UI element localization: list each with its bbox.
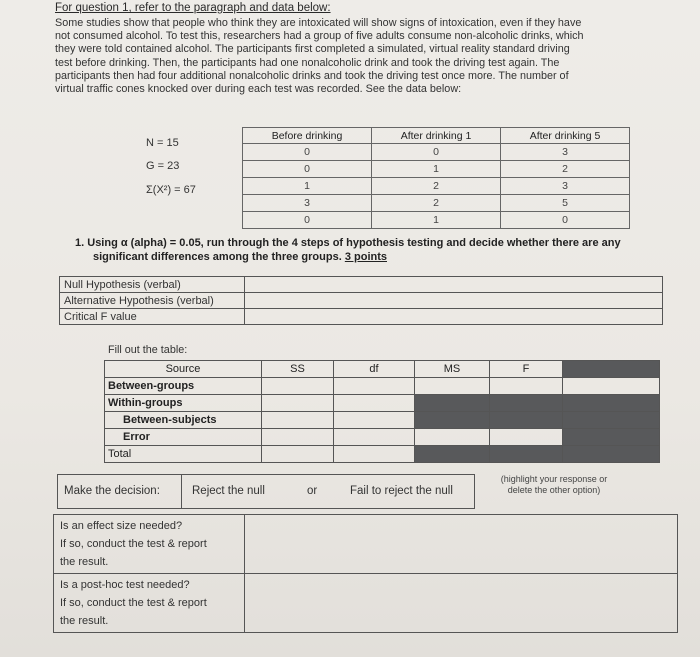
question-text-line2: significant differences among the three groups.: [93, 251, 342, 263]
answer-cell[interactable]: [334, 395, 415, 412]
study-paragraph: [55, 17, 665, 96]
shaded-cell: [490, 395, 563, 412]
note-line1: (highlight your response or: [500, 474, 608, 484]
data-cell: 2: [501, 161, 630, 178]
header-ms: MS: [415, 361, 490, 378]
data-cell: 5: [501, 195, 630, 212]
header-df: df: [334, 361, 415, 378]
shaded-cell: [415, 412, 490, 429]
data-cell: 0: [243, 161, 372, 178]
effect-q1-line2: If so, conduct the test & report: [60, 538, 207, 550]
col-before-drinking: Before drinking: [243, 128, 372, 144]
row-between-groups: Between-groups: [105, 378, 262, 395]
header-f: F: [490, 361, 563, 378]
effect-q2-line1: Is a post-hoc test needed?: [60, 579, 190, 591]
data-cell: 3: [243, 195, 372, 212]
null-hypothesis-label: Null Hypothesis (verbal): [60, 277, 245, 293]
decision-label: Make the decision:: [64, 485, 160, 497]
shaded-cell: [490, 412, 563, 429]
answer-cell[interactable]: [490, 429, 563, 446]
answer-cell[interactable]: [262, 378, 334, 395]
post-hoc-answer[interactable]: [245, 574, 678, 633]
decision-note: [484, 474, 624, 496]
paragraph-line: virtual traffic cones knocked over during each test was recorded. See the data below:: [55, 83, 462, 96]
hypothesis-table: [59, 276, 663, 325]
data-cell: 2: [372, 195, 501, 212]
answer-cell[interactable]: [490, 378, 563, 395]
col-after-drinking-5: After drinking 5: [501, 128, 630, 144]
shaded-cell: [415, 395, 490, 412]
data-cell: 1: [372, 212, 501, 229]
question-1: [75, 236, 675, 264]
answer-cell[interactable]: [334, 412, 415, 429]
effect-size-question: [54, 515, 245, 574]
row-within-groups: Within-groups: [105, 395, 262, 412]
question-text-line1: Using α (alpha) = 0.05, run through the 4 steps of hypothesis testing and decide whether there are any: [87, 237, 621, 249]
data-cell: 3: [501, 144, 630, 161]
effect-q1-line1: Is an effect size needed?: [60, 520, 183, 532]
paragraph-line: participants then had four additional nonalcoholic drinks and took the driving test once more. The number of: [55, 69, 569, 82]
effect-size-table: [53, 514, 678, 633]
fail-to-reject-option[interactable]: Fail to reject the null: [350, 485, 453, 497]
paragraph-line: Some studies show that people who think they are intoxicated will show signs of intoxication, even if they have: [55, 17, 582, 29]
alt-hypothesis-label: Alternative Hypothesis (verbal): [60, 293, 245, 309]
answer-cell[interactable]: [563, 378, 660, 395]
effect-q1-line3: the result.: [60, 556, 109, 568]
shaded-cell: [415, 446, 490, 463]
data-cell: 0: [372, 144, 501, 161]
section-heading: For question 1, refer to the paragraph and data below:: [55, 2, 331, 14]
paragraph-line: they were told contained alcohol. The participants first completed a simulated, virtual reality standard driving: [55, 43, 570, 56]
shaded-cell: [563, 429, 660, 446]
col-after-drinking-1: After drinking 1: [372, 128, 501, 144]
data-cell: 1: [372, 161, 501, 178]
paragraph-line: test before drinking. Then, the participants had one nonalcoholic drink and took the driving test again. The: [55, 56, 560, 69]
note-line2: delete the other option): [507, 485, 601, 495]
shaded-cell: [563, 446, 660, 463]
data-cell: 3: [501, 178, 630, 195]
shaded-cell: [563, 412, 660, 429]
row-between-subjects: Between-subjects: [105, 412, 262, 429]
decision-or: or: [307, 485, 318, 497]
answer-cell[interactable]: [262, 395, 334, 412]
answer-cell[interactable]: [334, 378, 415, 395]
row-total: Total: [105, 446, 262, 463]
shaded-cell: [490, 446, 563, 463]
header-source: Source: [105, 361, 262, 378]
data-cell: 1: [243, 178, 372, 195]
decision-divider: [181, 475, 182, 508]
paragraph-line: not consumed alcohol. To test this, researchers had a group of five adults consume non-alcoholic drinks, which: [55, 30, 584, 43]
null-hypothesis-answer[interactable]: [245, 277, 663, 293]
anova-title: Fill out the table:: [108, 344, 188, 356]
effect-q2-line3: the result.: [60, 615, 109, 627]
effect-q2-line2: If so, conduct the test & report: [60, 597, 207, 609]
effect-size-answer[interactable]: [245, 515, 678, 574]
data-table: [242, 127, 630, 229]
stat-sum-x-squared: Σ(X²) = 67: [146, 184, 196, 196]
reject-null-option[interactable]: Reject the null: [192, 485, 265, 497]
answer-cell[interactable]: [415, 429, 490, 446]
answer-cell[interactable]: [262, 412, 334, 429]
question-number: 1.: [75, 237, 85, 249]
answer-cell[interactable]: [415, 378, 490, 395]
stat-n: N = 15: [146, 137, 179, 149]
alt-hypothesis-answer[interactable]: [245, 293, 663, 309]
critical-f-answer[interactable]: [245, 309, 663, 325]
stat-g: G = 23: [146, 160, 180, 172]
post-hoc-question: [54, 574, 245, 633]
answer-cell[interactable]: [334, 446, 415, 463]
decision-box: [57, 474, 475, 509]
data-cell: 0: [243, 144, 372, 161]
shaded-cell: [563, 361, 660, 378]
row-error: Error: [105, 429, 262, 446]
answer-cell[interactable]: [262, 429, 334, 446]
shaded-cell: [563, 395, 660, 412]
data-cell: 0: [501, 212, 630, 229]
header-ss: SS: [262, 361, 334, 378]
answer-cell[interactable]: [262, 446, 334, 463]
data-cell: 2: [372, 178, 501, 195]
critical-f-label: Critical F value: [60, 309, 245, 325]
answer-cell[interactable]: [334, 429, 415, 446]
question-points: 3 points: [344, 251, 387, 263]
anova-table: [104, 360, 660, 463]
data-cell: 0: [243, 212, 372, 229]
